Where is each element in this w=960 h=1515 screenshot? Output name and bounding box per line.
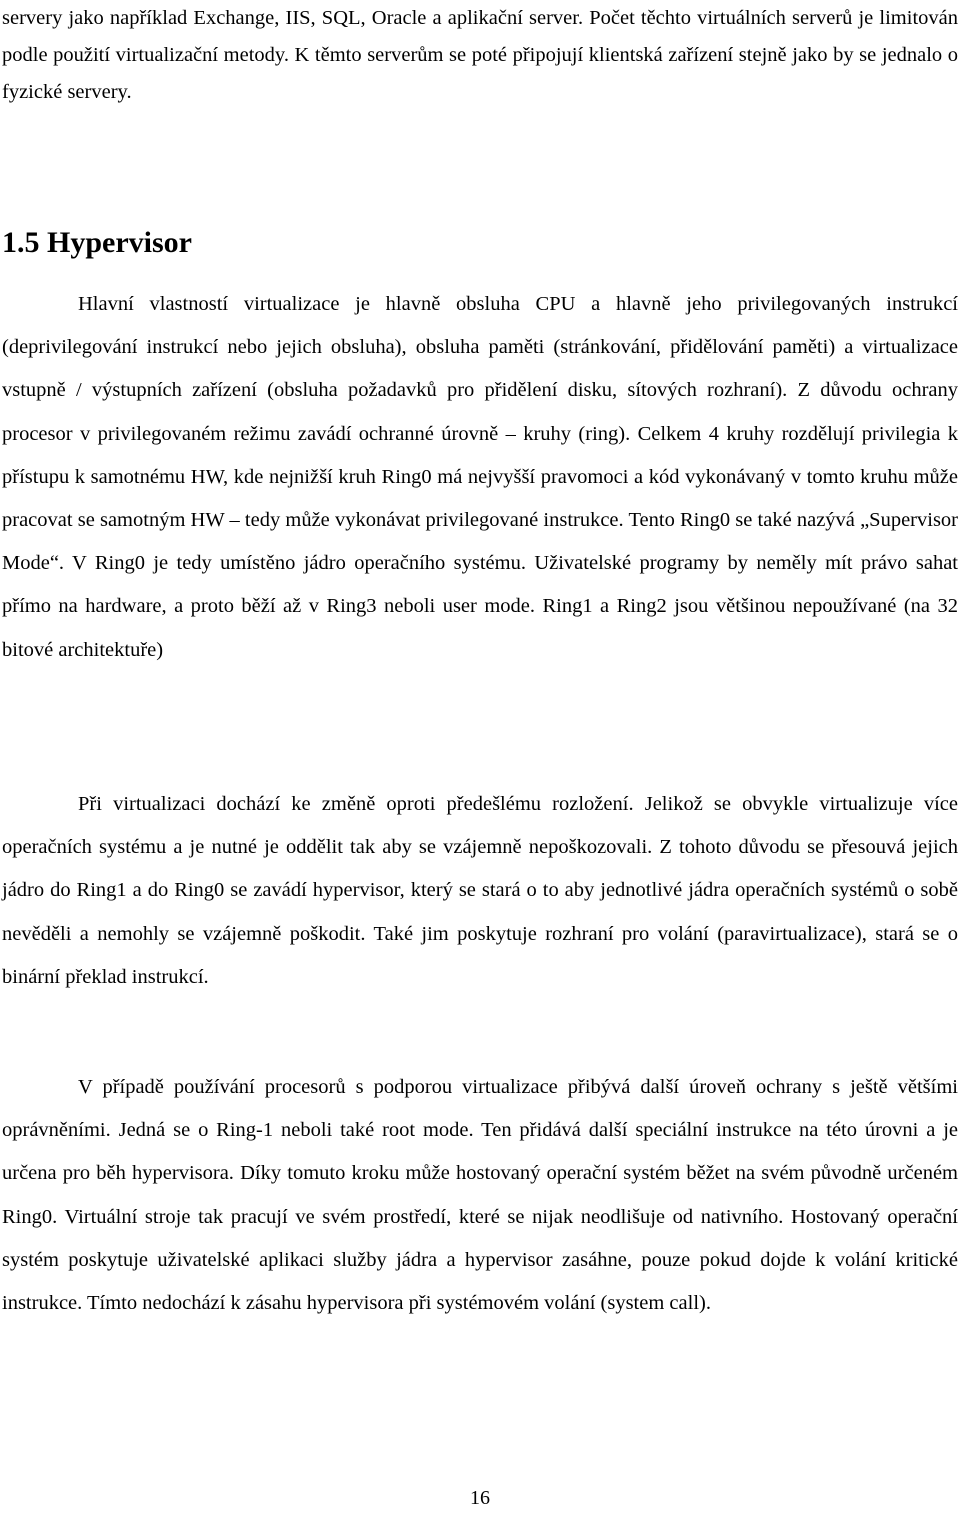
page-number: 16 [470, 1487, 490, 1509]
paragraph-virtualization-layout: Při virtualizaci dochází ke změně oproti předešlému rozložení. Jelikož se obvykle virtualizuje více operačních systému a je nutné je oddělit tak aby se vzájemně nepoškozovali. Z tohoto důvodu se přesouvá jejich jádro do Ring1 a do Ring0 se zavádí hypervisor, který se stará o to aby jednotlivé jádra operačních systémů o sobě nevěděli a nemohly se vzájemně poškodit. Také jim poskytuje rozhraní pro volání (paravirtualizace), stará se o binární překlad instrukcí. [2, 793, 958, 988]
intro-paragraph: servery jako například Exchange, IIS, SQL, Oracle a aplikační server. Počet těchto virtuálních serverů je limitován podle použití virtualizační metody. K těmto serverům se poté připojují klientská zařízení stejně jako by se jednalo o fyzické servery. [2, 7, 958, 103]
paragraph-hypervisor-rings: Hlavní vlastností virtualizace je hlavně obsluha CPU a hlavně jeho privilegovaných instrukcí (deprivilegování instrukcí nebo jejich obsluha), obsluha paměti (stránkování, přidělování paměti) a virtualizace vstupně / výstupních zařízení (obsluha požadavků pro přidělení disku, sítových rozhraní). Z důvodu ochrany procesor v privilegovaném režimu zavádí ochranné úrovně – kruhy (ring). Celkem 4 kruhy rozdělují privilegia k přístupu k samotnému HW, kde nejnižší kruh Ring0 má nejvyšší pravomoci a kód vykonávaný v tomto kruhu může pracovat se samotným HW – tedy může vykonávat privilegované instrukce. Tento Ring0 se také nazývá „Supervisor Mode“. V Ring0 je tedy umístěno jádro operačního systému. Uživatelské programy by neměly mít právo sahat přímo na hardware, a proto běží až v Ring3 neboli user mode. Ring1 a Ring2 jsou většinou nepoužívané (na 32 bitové architektuře) [2, 293, 958, 661]
section-heading: 1.5 Hypervisor [2, 226, 192, 259]
paragraph-hardware-virtualization: V případě používání procesorů s podporou virtualizace přibývá další úroveň ochrany s ještě většími oprávněními. Jedná se o Ring-1 neboli také root mode. Ten přidává další speciální instrukce na této úrovni a je určena pro běh hypervisora. Díky tomuto kroku může hostovaný operační systém běžet na svém původně určeném Ring0. Virtuální stroje tak pracují ve svém prostředí, které se nijak neodlišuje od nativního. Hostovaný operační systém poskytuje uživatelské aplikaci služby jádra a hypervisor zasáhne, pouze pokud dojde k volání kritické instrukce. Tímto nedochází k zásahu hypervisora při systémovém volání (system call). [2, 1076, 958, 1315]
